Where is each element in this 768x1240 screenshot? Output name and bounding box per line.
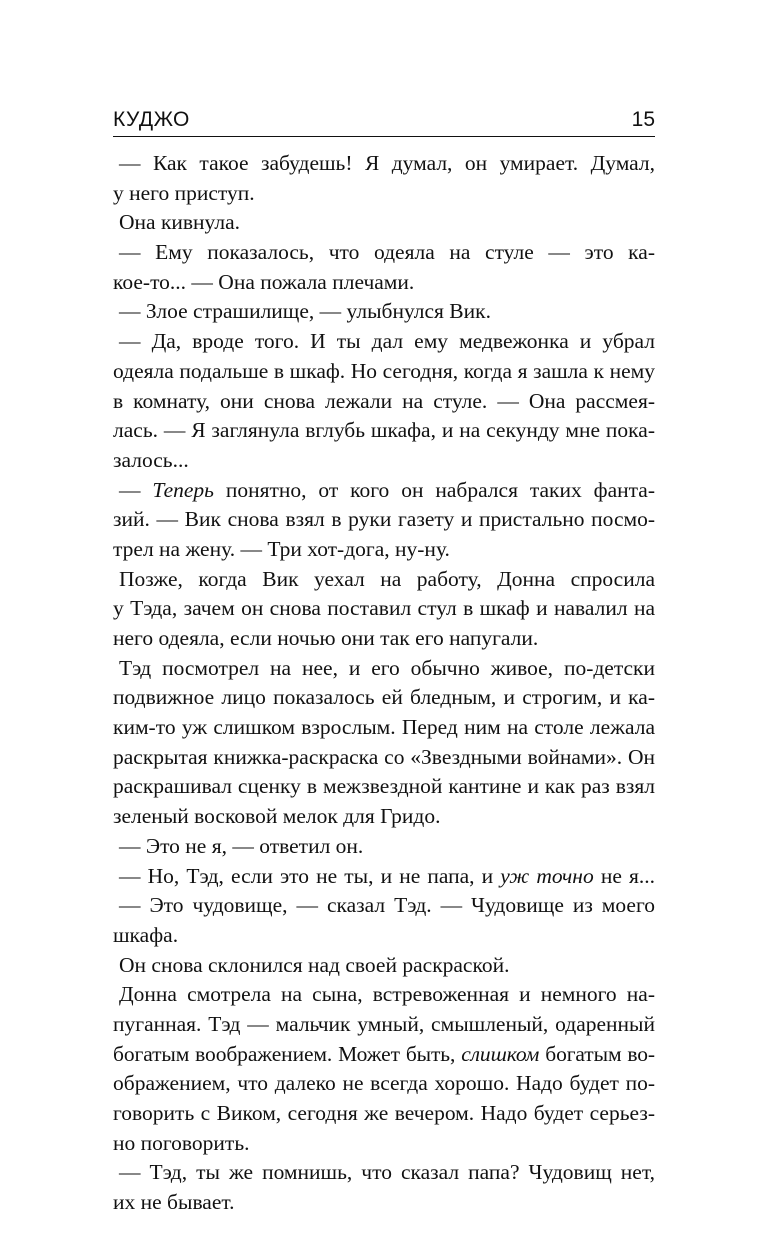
text-segment: у Тэда, зачем он снова поставил стул в шкаф и навалил на	[113, 596, 655, 621]
text-segment: зеленый восковой мелок для Гридо.	[113, 804, 441, 829]
text-line	[113, 208, 655, 238]
text-line	[113, 594, 655, 624]
text-line	[113, 535, 655, 565]
text-line	[113, 505, 655, 535]
text-segment: их не бывает.	[113, 1190, 235, 1215]
running-header	[113, 106, 655, 136]
text-line	[113, 743, 655, 773]
text-line	[113, 832, 655, 862]
text-segment: лась. — Я заглянула вглубь шкафа, и на секунду мне пока-	[113, 418, 655, 443]
text-line	[113, 624, 655, 654]
text-segment: Он снова склонился над своей раскраской.	[119, 952, 510, 977]
text-segment: подвижное лицо показалось ей бледным, и строгим, и ка-	[113, 685, 655, 710]
text-line	[113, 297, 655, 327]
text-segment: — Ему показалось, что одеяла на стуле — это ка-	[119, 240, 655, 265]
text-line	[113, 1129, 655, 1159]
text-segment: богатым во-	[539, 1041, 655, 1066]
text-line	[113, 565, 655, 595]
text-segment: шкафа.	[113, 922, 179, 947]
text-segment: — Злое страшилище, — улыбнулся Вик.	[119, 299, 491, 324]
text-segment: Она кивнула.	[119, 210, 241, 235]
text-segment: — Тэд, ты же помнишь, что сказал папа? Чудовищ нет,	[119, 1160, 655, 1185]
text-line	[113, 802, 655, 832]
text-segment: раскрытая книжка-раскраска со «Звездными войнами». Он	[113, 744, 655, 769]
text-line	[113, 1010, 655, 1040]
text-segment: — Это чудовище, — сказал Тэд. — Чудовище из моего	[119, 893, 655, 918]
page-number: 15	[631, 108, 655, 131]
text-segment: не я...	[593, 863, 655, 888]
text-segment: — Но, Тэд, если это не ты, и не папа, и	[119, 863, 501, 888]
text-line	[113, 149, 655, 179]
text-line	[113, 1158, 655, 1188]
text-line	[113, 446, 655, 476]
italic-emphasis: уж точно	[500, 863, 594, 888]
text-segment: понятно, от кого он набрался таких фанта-	[213, 477, 655, 502]
text-segment: Позже, когда Вик уехал на работу, Донна спросила	[119, 566, 655, 591]
text-segment: залось...	[113, 447, 189, 472]
text-segment: пуганная. Тэд — мальчик умный, смышленый, одаренный	[113, 1011, 655, 1036]
text-segment: Донна смотрела на сына, встревоженная и немного на-	[119, 982, 655, 1007]
text-segment: — Да, вроде того. И ты дал ему медвежонка и убрал	[119, 329, 655, 354]
text-line	[113, 238, 655, 268]
book-title: КУДЖО	[113, 108, 190, 131]
text-segment: трел на жену. — Три хот-дога, ну-ну.	[113, 536, 450, 561]
text-segment: кое-то... — Она пожала плечами.	[113, 269, 415, 294]
text-line	[113, 921, 655, 951]
text-line	[113, 179, 655, 209]
text-segment: говорить с Виком, сегодня же вечером. Надо будет серьез-	[113, 1101, 655, 1125]
text-segment: ким-то уж слишком взрослым. Перед ним на столе лежала	[113, 715, 655, 740]
text-line	[113, 713, 655, 743]
text-segment: ображением, что далеко не всегда хорошо. Надо будет по-	[113, 1071, 655, 1096]
text-line	[113, 862, 655, 892]
text-line	[113, 683, 655, 713]
italic-emphasis: Теперь	[152, 477, 214, 502]
text-line	[113, 1069, 655, 1099]
text-line	[113, 891, 655, 921]
text-line	[113, 357, 655, 387]
text-line	[113, 772, 655, 802]
text-segment: него одеяла, если ночью они так его напугали.	[113, 626, 539, 650]
text-line	[113, 980, 655, 1010]
body-text	[113, 149, 655, 1218]
text-line	[113, 1188, 655, 1218]
text-line	[113, 327, 655, 357]
text-segment: одеяла подальше в шкаф. Но сегодня, когда я зашла к нему	[113, 358, 655, 383]
text-segment: — Как такое забудешь! Я думал, он умирает. Думал,	[119, 151, 655, 175]
text-segment: в комнату, они снова лежали на стуле. — Она рассмея-	[113, 388, 655, 413]
text-line	[113, 476, 655, 506]
italic-emphasis: слишком	[461, 1041, 540, 1066]
text-line	[113, 387, 655, 417]
text-segment: —	[119, 477, 153, 502]
text-segment: зий. — Вик снова взял в руки газету и пристально посмо-	[113, 507, 655, 532]
header-rule	[113, 136, 655, 137]
text-line	[113, 1040, 655, 1070]
text-line	[113, 1099, 655, 1129]
text-segment: у него приступ.	[113, 180, 255, 205]
text-line	[113, 654, 655, 684]
text-line	[113, 268, 655, 298]
text-line	[113, 416, 655, 446]
text-segment: но поговорить.	[113, 1130, 250, 1155]
text-segment: раскрашивал сценку в межзвездной кантине и как раз взял	[113, 774, 655, 799]
text-line	[113, 951, 655, 981]
text-segment: Тэд посмотрел на нее, и его обычно живое, по-детски	[119, 655, 655, 680]
text-segment: — Это не я, — ответил он.	[119, 833, 364, 858]
text-segment: богатым воображением. Может быть,	[113, 1041, 462, 1066]
